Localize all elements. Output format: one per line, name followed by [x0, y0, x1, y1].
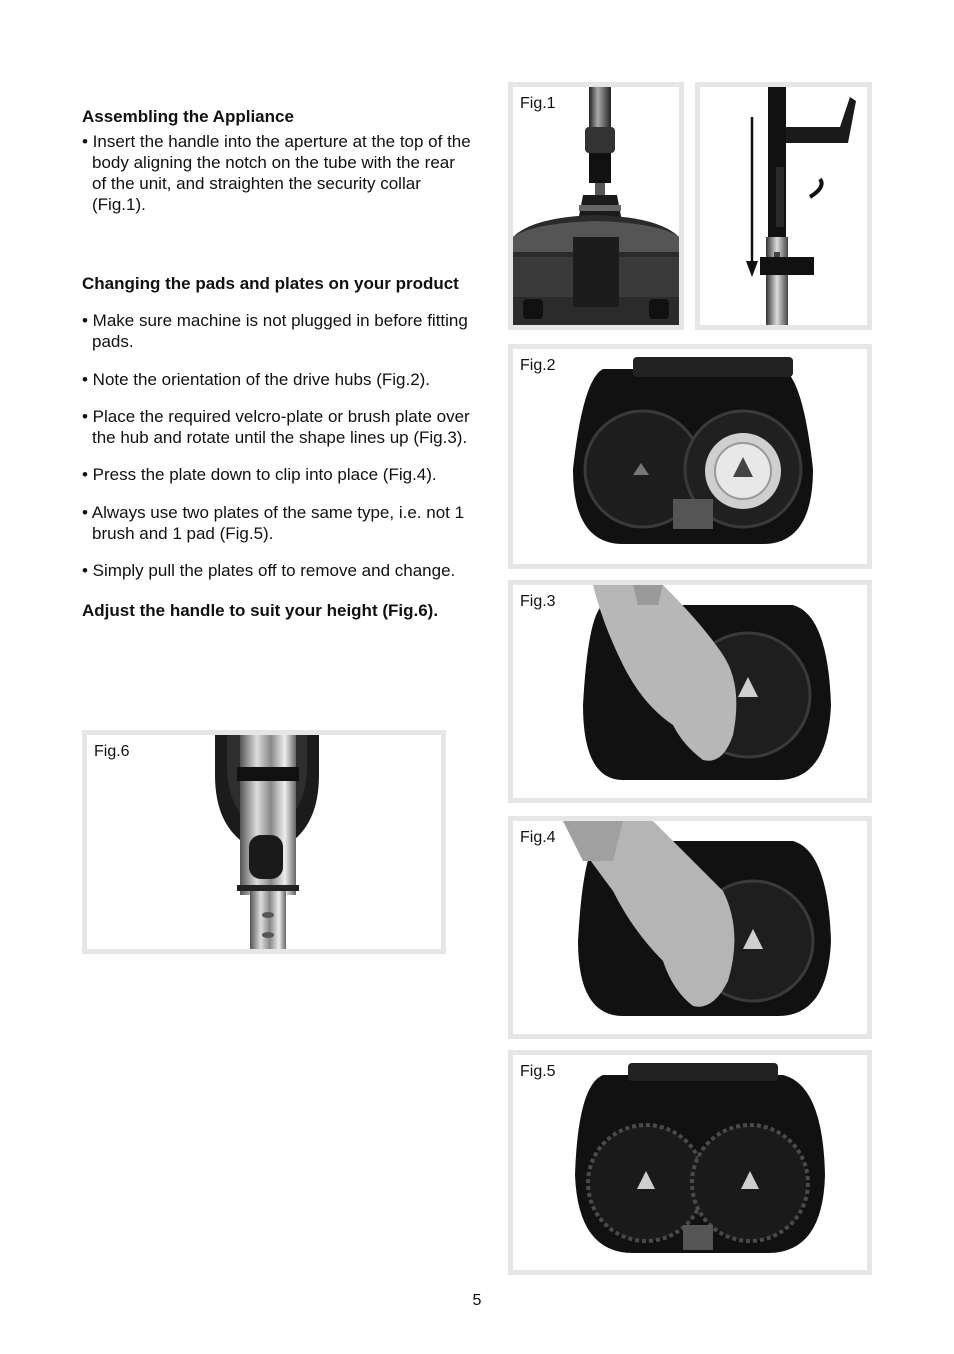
fig2-label: Fig.2: [520, 357, 556, 374]
assembling-heading: Assembling the Appliance: [82, 107, 294, 126]
fig2-drive-hubs-image: [513, 349, 867, 564]
fig4-label: Fig.4: [520, 829, 556, 846]
assembling-bullet: • Insert the handle into the aperture at the top of the body aligning the notch on the tube with the rear of the unit, and straighten the security collar (Fig.1).: [82, 132, 471, 214]
changing-bullet: • Note the orientation of the drive hubs (Fig.2).: [82, 370, 431, 389]
fig6-handle-image: [87, 735, 441, 949]
assembling-section: [82, 106, 472, 215]
figure-1-right: [695, 82, 872, 330]
fig6-label: Fig.6: [94, 743, 130, 760]
page-number: 5: [472, 1292, 482, 1309]
fig3-rotate-plate-image: [513, 585, 867, 798]
adjust-heading: Adjust the handle to suit your height (Fig.6).: [82, 601, 439, 620]
fig1-connector-image: [513, 87, 679, 325]
changing-heading: Changing the pads and plates on your product: [82, 274, 459, 293]
changing-bullet: • Make sure machine is not plugged in before fitting pads.: [82, 311, 468, 351]
figure-5: [508, 1050, 872, 1275]
figure-4: [508, 816, 872, 1039]
changing-bullet: • Always use two plates of the same type, i.e. not 1 brush and 1 pad (Fig.5).: [82, 503, 465, 543]
changing-bullet: • Simply pull the plates off to remove and change.: [82, 561, 456, 580]
changing-section: [82, 273, 472, 621]
figure-2: [508, 344, 872, 569]
fig1-handle-image: [700, 87, 867, 325]
fig3-label: Fig.3: [520, 593, 556, 610]
changing-bullet: • Press the plate down to clip into place (Fig.4).: [82, 465, 437, 484]
figure-1-left: [508, 82, 684, 330]
changing-bullet: • Place the required velcro-plate or brush plate over the hub and rotate until the shape lines up (Fig.3).: [82, 407, 470, 447]
fig5-label: Fig.5: [520, 1063, 556, 1080]
fig4-press-plate-image: [513, 821, 867, 1034]
fig1-label: Fig.1: [520, 95, 556, 112]
fig5-two-plates-image: [513, 1055, 867, 1270]
figure-3: [508, 580, 872, 803]
figure-6: [82, 730, 446, 954]
